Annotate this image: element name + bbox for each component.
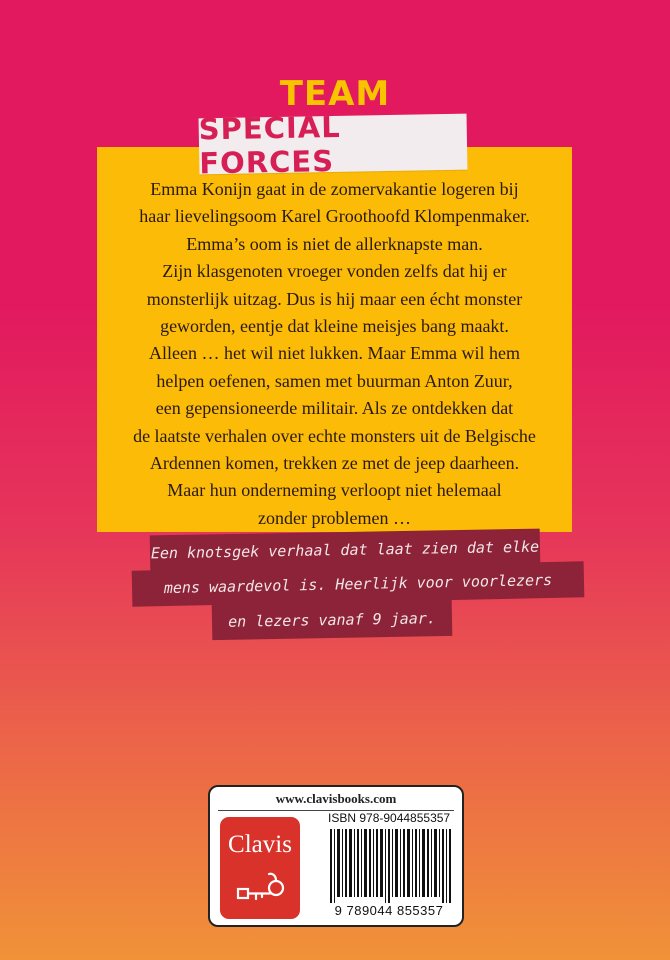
blurb-line: Emma Konijn gaat in de zomervakantie logeren bij xyxy=(150,179,519,199)
barcode-card xyxy=(208,785,464,927)
blurb-line: Alleen … het wil niet lukken. Maar Emma wil hem xyxy=(149,343,520,364)
blurb-text xyxy=(97,176,572,532)
barcode-icon xyxy=(328,829,452,903)
key-icon xyxy=(236,871,286,905)
blurb-line: de laatste verhalen over echte monsters uit de Belgische xyxy=(133,425,536,446)
blurb-line: geworden, eentje dat kleine meisjes bang maakt. xyxy=(160,316,509,337)
blurb-line: Ardennen komen, trekken ze met de jeep daarheen. xyxy=(149,453,520,474)
barcode-digits: 9 789044 855357 xyxy=(334,903,444,918)
blurb-line: zonder problemen … xyxy=(258,507,411,528)
isbn-label: ISBN 978-9044855357 xyxy=(328,811,451,825)
blurb-line: haar lievelingsoom Karel Groothoofd Klompenmaker. xyxy=(139,206,530,227)
series-special-forces-label: SPECIAL FORCES xyxy=(199,114,468,175)
clavis-logo xyxy=(220,817,300,919)
blurb-line: Zijn klasgenoten vroeger vonden zelfs dat hij er xyxy=(162,261,507,282)
publisher-website[interactable]: www.clavisbooks.com xyxy=(275,791,397,806)
blurb-line: monsterlijk uitzag. Dus is hij maar een écht monster xyxy=(146,288,523,309)
blurb-line: een gepensioneerde militair. Als ze ontdekken dat xyxy=(155,398,514,419)
clavis-logo-text: Clavis xyxy=(228,831,292,858)
tagline-line-2: mens waardevol is. Heerlijk voor voorlezers xyxy=(132,561,585,606)
blurb-line: Emma’s oom is niet de allerknapste man. xyxy=(186,233,483,254)
tagline-line-3: en lezers vanaf 9 jaar. xyxy=(212,600,453,640)
series-team-title: TEAM xyxy=(279,74,391,114)
tagline-line-1: Een knotsgek verhaal dat laat zien dat elke xyxy=(150,529,541,572)
blurb-line: helpen oefenen, samen met buurman Anton Zuur, xyxy=(156,370,513,391)
blurb-line: Maar hun onderneming verloopt niet helemaal xyxy=(167,480,502,501)
